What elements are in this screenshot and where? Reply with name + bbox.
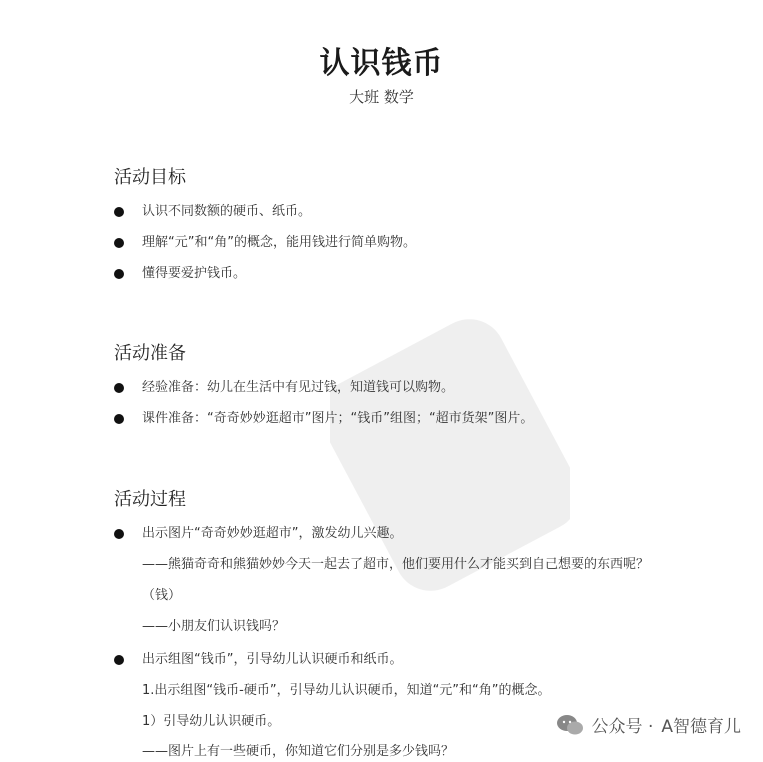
step-line: 1）引导幼儿认识硬币。 <box>142 714 281 729</box>
section-heading-preparation: 活动准备 <box>114 343 186 364</box>
brand-name: A智德育儿 <box>661 717 741 737</box>
brand-prefix: 公众号 · <box>591 717 654 737</box>
document-subtitle: 大班 数学 <box>349 88 414 106</box>
dialogue-line: ——小朋友们认识钱吗？ <box>142 619 286 634</box>
bullet-icon <box>114 207 124 217</box>
bullet-icon <box>114 414 124 424</box>
bullet-icon <box>114 655 124 665</box>
bullet-icon <box>114 383 124 393</box>
account-brand <box>552 710 745 739</box>
section-heading-process: 活动过程 <box>114 489 186 510</box>
dialogue-line: （钱） <box>142 588 182 603</box>
dialogue-line: ——熊猫奇奇和熊猫妙妙今天一起去了超市，他们要用什么才能买到自己想要的东西呢？ <box>142 557 650 572</box>
bullet-icon <box>114 269 124 279</box>
bullet-icon <box>114 238 124 248</box>
wechat-icon <box>556 714 584 736</box>
bullet-icon <box>114 529 124 539</box>
document-title: 认识钱币 <box>319 46 444 81</box>
section-heading-goals: 活动目标 <box>114 167 186 188</box>
dialogue-line: ——图片上有一些硬币，你知道它们分别是多少钱吗？ <box>142 744 455 759</box>
step-line: 1.出示组图“钱币-硬币”，引导幼儿认识硬币，知道“元”和“角”的概念。 <box>142 683 551 698</box>
